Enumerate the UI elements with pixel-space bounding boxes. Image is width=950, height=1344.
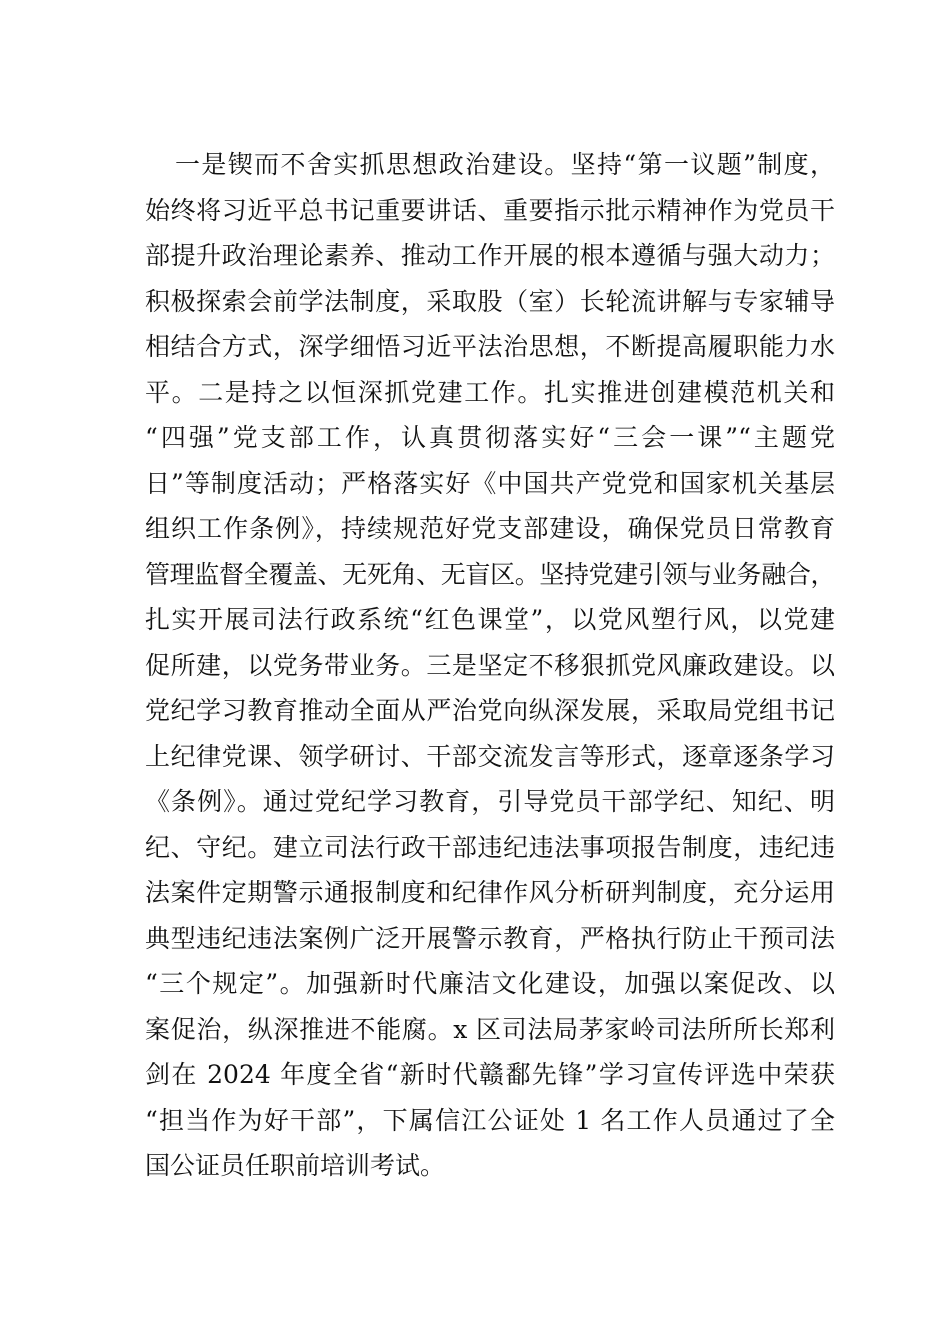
text-line: 始终将习近平总书记重要讲话、重要指示批示精神作为党员干	[145, 195, 835, 225]
body-paragraph	[145, 142, 835, 1189]
text-line: “三个规定”。加强新时代廉洁文化建设，加强以案促改、以	[145, 969, 835, 998]
text-line: 一是锲而不舍实抓思想政治建设。坚持“第一议题”制度，	[175, 150, 835, 179]
text-line: 纪、守纪。建立司法行政干部违纪违法事项报告制度，违纪违	[145, 832, 835, 862]
text-line: 组织工作条例》，持续规范好党支部建设，确保党员日常教育	[145, 514, 835, 543]
text-line: 平。二是持之以恒深抓党建工作。扎实推进创建模范机关和	[145, 377, 835, 407]
text-line: 党纪学习教育推动全面从严治党向纵深发展，采取局党组书记	[145, 696, 835, 725]
text-line: 日”等制度活动；严格落实好《中国共产党党和国家机关基层	[145, 468, 835, 498]
text-line: 上纪律党课、领学研讨、干部交流发言等形式，逐章逐条学习	[145, 741, 835, 771]
text-line: 促所建，以党务带业务。三是坚定不移狠抓党风廉政建设。以	[145, 650, 835, 680]
text-line: 剑在 2024 年度全省“新时代赣鄱先锋”学习宣传评选中荣获	[145, 1060, 835, 1089]
text-line: 相结合方式，深学细悟习近平法治思想，不断提高履职能力水	[145, 332, 835, 361]
text-line: 国公证员任职前培训考试。	[145, 1151, 446, 1180]
text-line: 部提升政治理论素养、推动工作开展的根本遵循与强大动力；	[145, 241, 835, 270]
text-line: 典型违纪违法案例广泛开展警示教育，严格执行防止干预司法	[145, 923, 835, 953]
text-line: “四强”党支部工作，认真贯彻落实好“三会一课”“主题党	[145, 423, 835, 452]
text-line: 扎实开展司法行政系统“红色课堂”，以党风塑行风，以党建	[145, 605, 835, 634]
text-line: 案促治，纵深推进不能腐。x 区司法局茅家岭司法所所长郑利	[145, 1014, 835, 1044]
text-line: 管理监督全覆盖、无死角、无盲区。坚持党建引领与业务融合，	[145, 559, 835, 589]
text-line: 法案件定期警示通报制度和纪律作风分析研判制度，充分运用	[145, 878, 835, 907]
text-line: 积极探索会前学法制度，采取股（室）长轮流讲解与专家辅导	[145, 286, 835, 316]
text-line: 《条例》。通过党纪学习教育，引导党员干部学纪、知纪、明	[145, 787, 835, 816]
text-line: “担当作为好干部”，下属信江公证处 1 名工作人员通过了全	[145, 1105, 835, 1135]
